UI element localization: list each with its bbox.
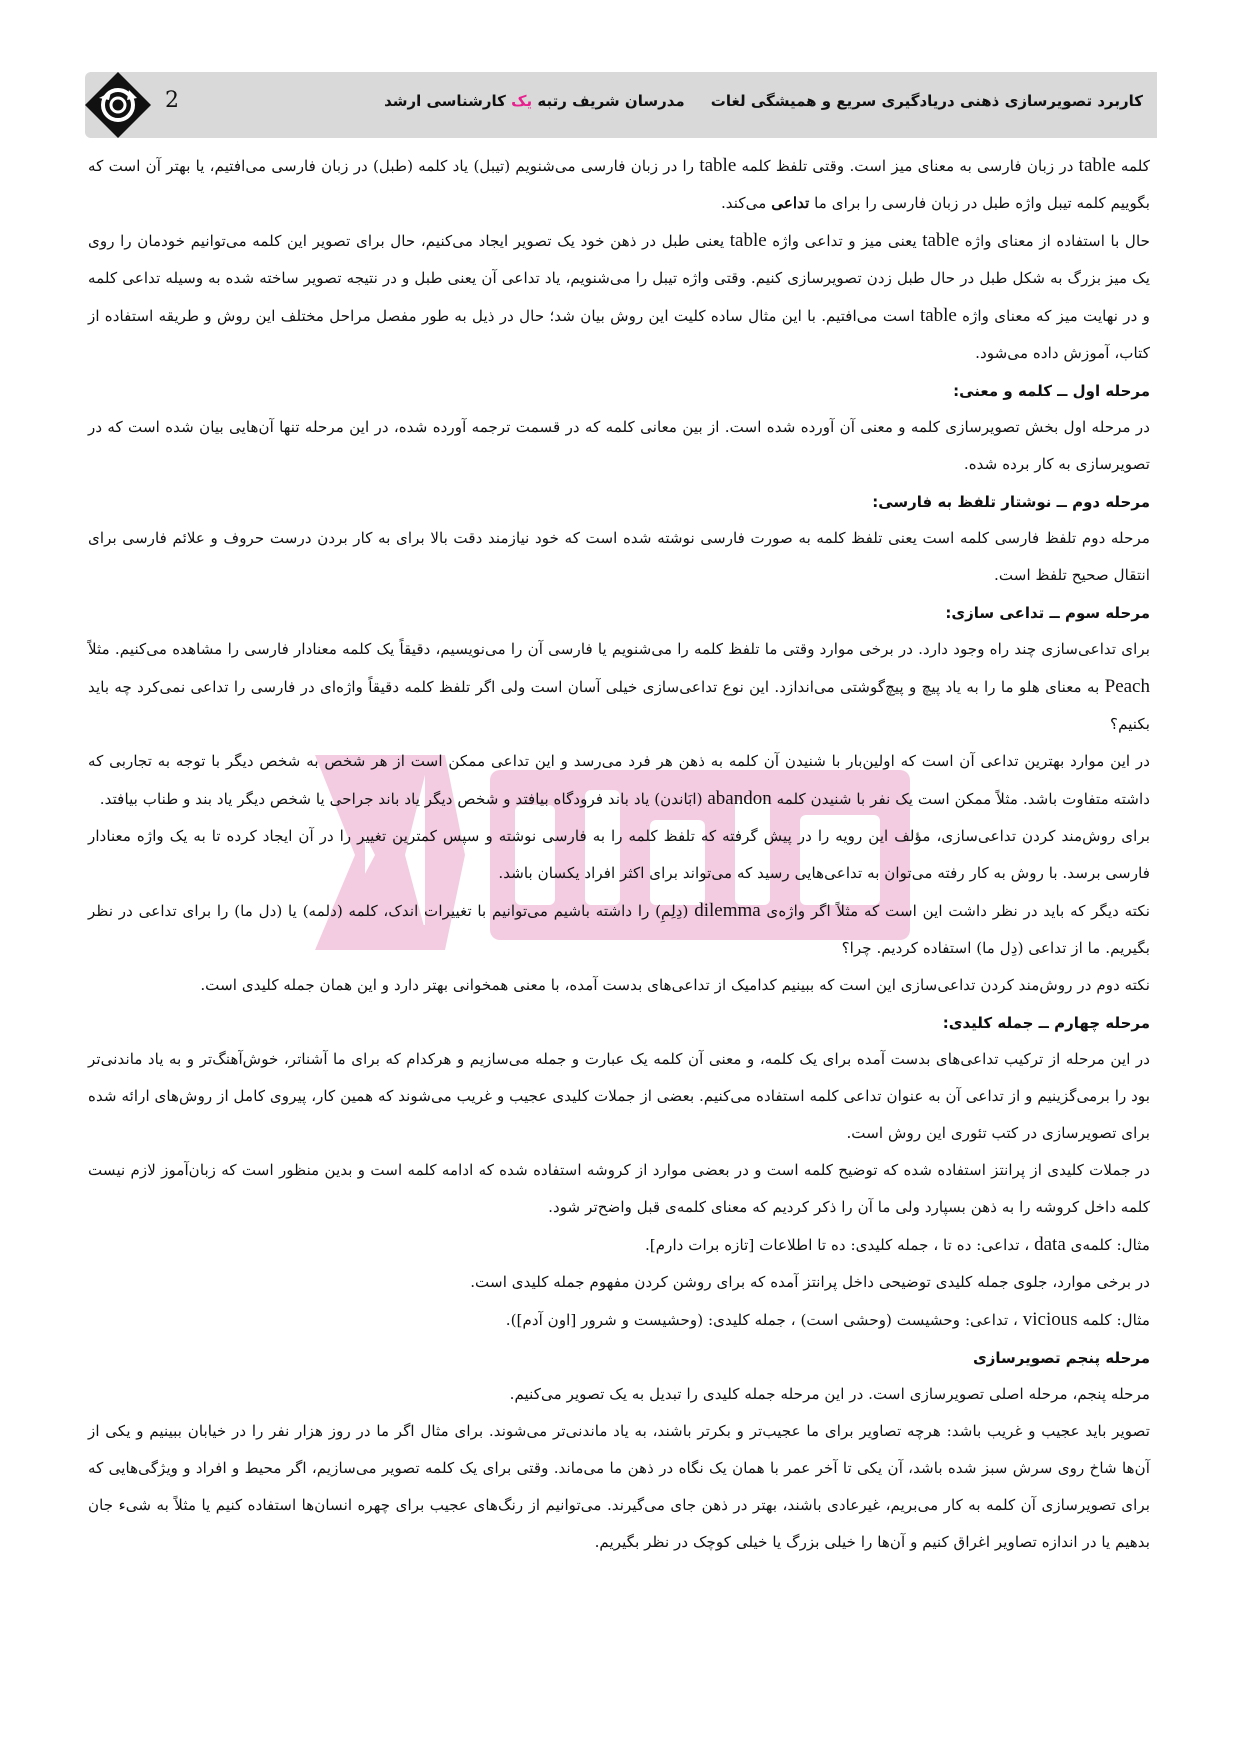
text-run: برای تداعی‌سازی چند راه وجود دارد. در برخی موارد وقتی ما تلفظ کلمه را می‌شنویم یا فارسی آن را می‌نویسیم، دقیقاً یک کلمه معنادار فارسی را مشاهده می‌کنیم. مثلاً <box>88 640 1150 658</box>
text-run: مثال: کلمه <box>1077 1311 1150 1329</box>
text-run: حال با استفاده از معنای واژه <box>959 232 1150 250</box>
page-number: 2 <box>165 88 179 113</box>
text-run: یعنی طبل در ذهن خود یک تصویر ایجاد می‌کنیم، حال برای تصویر این کلمه می‌توانیم خودمان را روی یک میز بزرگ به شکل طبل در حال طبل زدن تصویرسازی کنیم. وقتی واژه تیبل را می‌شنویم، یاد تداعی آن یعنی طبل و در نتیجه تصویر ساخته شده به وسیله تداعی کلمه و در نهایت میز که معنای واژه <box>88 232 1150 325</box>
english-word: table <box>919 305 957 326</box>
stage3-paragraph-5: نکته دوم در روش‌مند کردن تداعی‌سازی این است که ببینیم کدامیک از تداعی‌های بدست آمده، با معنی همخوانی بهتر دارد و این همان جمله کلیدی است. <box>200 976 1150 994</box>
text-run: (ابَاندن) یاد باند فرودگاه بیافتد و شخص دیگر یاد باند جراحی یا شخص دیگر یاد بند و طناب بیافتد. <box>99 790 708 808</box>
stage3-paragraph-2 <box>88 743 1150 818</box>
stage3-heading: مرحله سوم ــ تداعی سازی: <box>945 604 1150 622</box>
english-word: table <box>699 155 737 176</box>
english-word: table <box>1078 155 1116 176</box>
english-word: data <box>1034 1234 1066 1255</box>
publisher-logo-icon <box>81 68 155 142</box>
english-word: abandon <box>707 788 772 809</box>
stage3-paragraph-3: برای روش‌مند کردن تداعی‌سازی، مؤلف این رویه را در پیش گرفته که تلفظ کلمه را به فارسی نوشته و سپس کمترین تغییر را در آن ایجاد کرده تا به یک واژه معنادار فارسی برسد. با روش به کار رفته می‌توان به تداعی‌هایی رسید که می‌تواند برای اکثر افراد یکسان باشد. <box>88 827 1150 882</box>
stage1-paragraph: در مرحله اول بخش تصویرسازی کلمه و معنی آن آورده شده است. از بین معانی کلمه که در قسمت ترجمه آورده شده، در این مرحله تنها آن‌هایی بیان شده است که در تصویرسازی به کار برده شده. <box>88 418 1150 473</box>
intro-paragraph-1 <box>88 147 1150 222</box>
text-run: یعنی میز و تداعی واژه <box>766 232 923 250</box>
text-run: مثال: کلمه‌ی <box>1065 1236 1150 1254</box>
text-run: در این موارد بهترین تداعی آن است که اولین‌بار با شنیدن آن کلمه به ذهن هر فرد می‌رسد و این تداعی ممکن است از هر شخص به شخص دیگر با توجه به تجاربی که داشته متفاوت باشد. مثلاً ممکن است یک نفر با شنیدن کلمه <box>88 752 1150 808</box>
text-run: به معنای هلو ما را به یاد پیچ و پیچ‌گوشتی می‌اندازد. این نوع تداعی‌سازی خیلی آسان است ولی اگر تلفظ کلمه دقیقاً واژه‌ای در فارسی را تداعی نمی‌کرد چه باید بکنیم؟ <box>88 678 1150 733</box>
text-run: را در زبان فارسی می‌شنویم (تیبل) یاد کلمه (طبل) در زبان فارسی می‌افتیم، یا بهتر آن است که بگوییم کلمه تیبل واژه طبل در زبان فارسی را برای ما <box>88 157 1150 212</box>
text-run: ، تداعی: ده تا ، جمله کلیدی: ده تا اطلاعات [تازه برات دارم]. <box>644 1236 1035 1254</box>
english-word: Peach <box>1104 676 1150 697</box>
page-header <box>85 72 1157 138</box>
text-run: (دِلِمِ) را داشته باشیم می‌توانیم با تغییرات اندک، کلمه (دلمه) یا (دل ما) را برای تداعی در نظر بگیریم. ما از تداعی (دِل ما) استفاده کردیم. چرا؟ <box>88 902 1150 957</box>
text-run: نکته دیگر که باید در نظر داشت این است که مثلاً اگر واژه‌ی <box>760 902 1151 920</box>
stage4-example-2 <box>88 1301 1150 1339</box>
text-run: در زبان فارسی به معنای میز است. وقتی تلفظ کلمه <box>736 157 1079 175</box>
stage2-heading: مرحله دوم ــ نوشتار تلفظ به فارسی: <box>872 493 1150 511</box>
stage4-paragraph-1: در این مرحله از ترکیب تداعی‌های بدست آمده برای یک کلمه، و معنی آن کلمه یک عبارت و جمله می‌سازیم و هرکدام که برای ما آشناتر، خوش‌آهنگ‌تر و به یاد ماندنی‌تر بود را برمی‌گزینیم و از تداعی آن به عنوان تداعی کلمه استفاده می‌کنیم. بعضی از جملات کلیدی عجیب و غریب می‌شوند که همین کار، پیروی کامل از روش‌های ارائه شده برای تصویرسازی در کتب تئوری این روش است. <box>88 1050 1150 1142</box>
english-word: table <box>729 230 767 251</box>
header-publisher: مدرسان شریف رتبه <box>537 92 685 110</box>
stage4-heading: مرحله چهارم ــ جمله کلیدی: <box>942 1014 1150 1032</box>
stage4-paragraph-2: در جملات کلیدی از پرانتز استفاده شده که توضیح کلمه است و در بعضی موارد از کروشه استفاده شده که ادامه کلمه است و بدین منظور است که زبان‌آموز لازم نیست کلمه داخل کروشه را به ذهن بسپارد ولی ما آن را ذکر کردیم که معنای کلمه‌ی قبل واضح‌تر شود. <box>88 1161 1150 1216</box>
header-rank-highlight: یک <box>511 92 533 110</box>
english-word: table <box>922 230 960 251</box>
english-word: dilemma <box>694 900 761 921</box>
english-word: vicious <box>1022 1309 1078 1330</box>
header-book-title: کاربرد تصویرسازی ذهنی دریادگیری سریع و همیشگی لغات <box>710 92 1143 110</box>
header-title <box>384 92 1143 110</box>
text-run: می‌کند. <box>720 194 772 212</box>
stage3-paragraph-1 <box>88 631 1150 743</box>
stage5-heading: مرحله پنجم تصویرسازی <box>973 1349 1150 1367</box>
text-run: ، تداعی: وحشیست (وحشی است) ، جمله کلیدی: (وحشیست و شرور [اون آدم]). <box>505 1311 1023 1329</box>
stage2-paragraph: مرحله دوم تلفظ فارسی کلمه است یعنی تلفظ کلمه به صورت فارسی نوشته شده است که خود نیازمند دقت بالا برای به کار بردن درست حروف و علائم فارسی برای انتقال صحیح تلفظ است. <box>88 529 1150 584</box>
stage5-paragraph-1: مرحله پنجم، مرحله اصلی تصویرسازی است. در این مرحله جمله کلیدی را تبدیل به یک تصویر می‌کنیم. <box>509 1385 1150 1403</box>
bold-word: تداعی <box>771 194 810 212</box>
text-run: است می‌افتیم. با این مثال ساده کلیت این روش بیان شد؛ حال در ذیل به طور مفصل مراحل مختلف این روش و طریقه استفاده از کتاب، آموزش داده می‌شود. <box>88 307 1150 362</box>
header-degree: کارشناسی ارشد <box>384 92 506 110</box>
text-run: کلمه <box>1115 157 1150 175</box>
stage3-paragraph-4 <box>88 892 1150 967</box>
intro-paragraph-2 <box>88 222 1150 372</box>
stage1-heading: مرحله اول ــ کلمه و معنی: <box>953 382 1150 400</box>
page-content <box>88 147 1150 1561</box>
stage4-example-1 <box>88 1226 1150 1264</box>
stage4-paragraph-3: در برخی موارد، جلوی جمله کلیدی توضیحی داخل پرانتز آمده که برای روشن کردن مفهوم جمله کلیدی است. <box>470 1273 1150 1291</box>
stage5-paragraph-2: تصویر باید عجیب و غریب باشد: هرچه تصاویر برای ما عجیب‌تر و بکرتر باشند، به یاد ماندنی‌تر می‌شوند. برای مثال اگر ما در روز هزار نفر را در خیابان ببینیم و یکی از آن‌ها شاخ روی سرش سبز شده باشد، آن یکی تا آخر عمر با همان یک نگاه در ذهن ما می‌ماند. وقتی برای یک کلمه تصویر می‌سازیم، اگر محیط و افراد و ویژگی‌هایی که برای تصویرسازی آن کلمه به کار می‌بریم، غیرعادی باشند، بهتر در ذهن جای می‌گیرند. می‌توانیم از رنگ‌های عجیب برای چهره انسان‌ها استفاده کنیم یا مثلاً به شیء جان بدهیم یا در اندازه تصاویر اغراق کنیم و آن‌ها را خیلی بزرگ یا خیلی کوچک در نظر بگیریم. <box>88 1422 1150 1551</box>
